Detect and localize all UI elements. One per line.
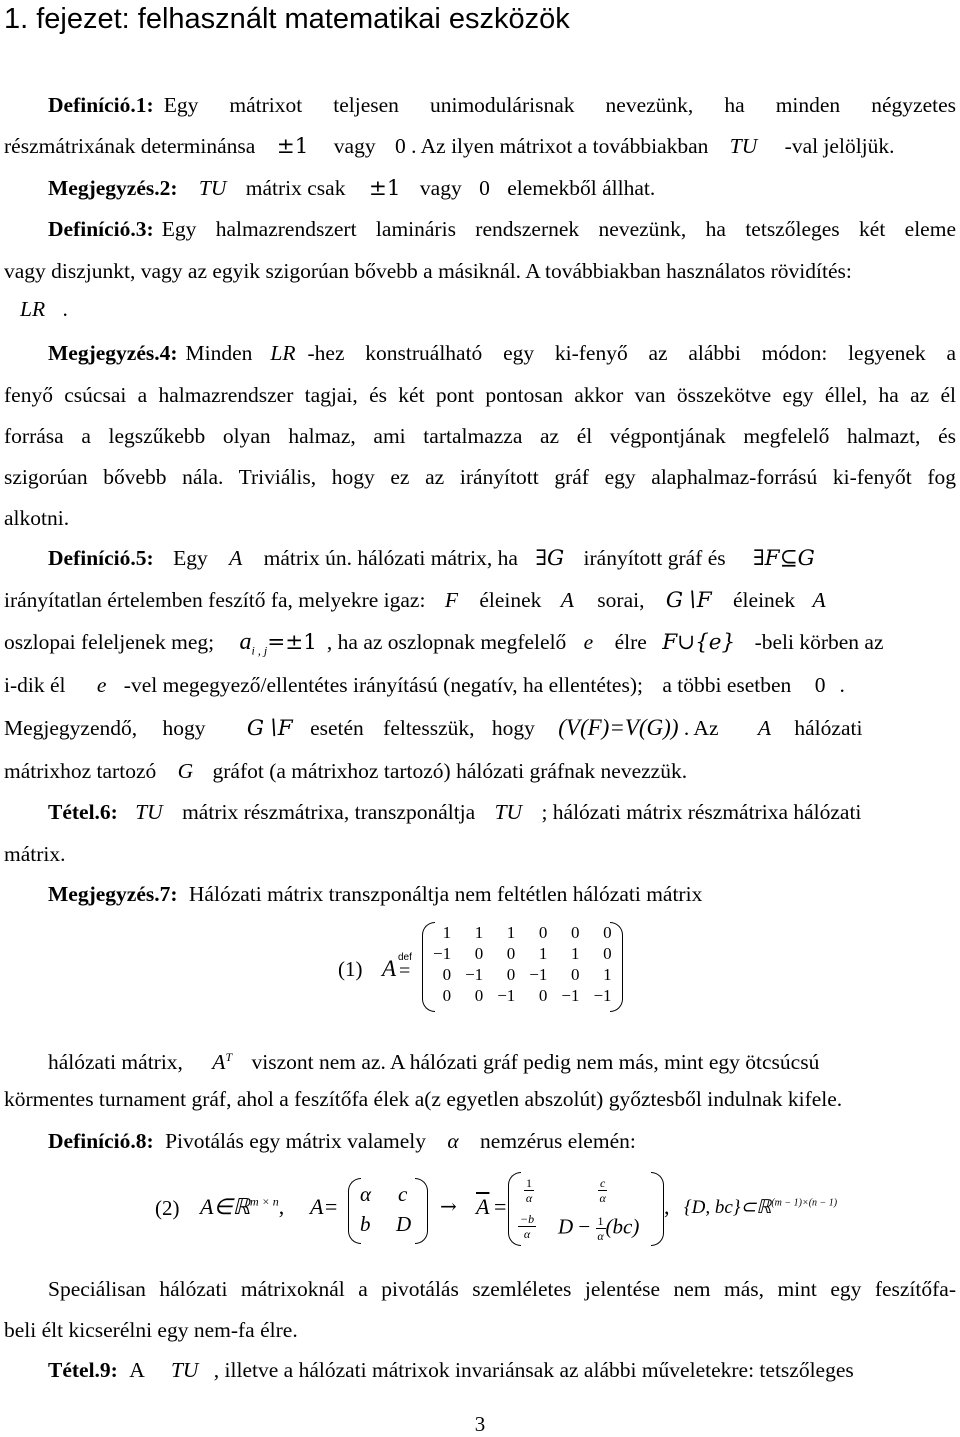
a-bar-equals: =	[494, 1194, 507, 1219]
tu-symbol: TU	[729, 134, 758, 158]
def3-text-2: vagy diszjunkt, vagy az egyik szigorúan bővebb a másiknál. A továbbiakban használatos rövidítés:	[4, 259, 852, 283]
f-symbol: F	[444, 588, 458, 612]
matrix-alpha: α	[360, 1182, 372, 1206]
matrix-c: c	[398, 1182, 408, 1206]
def5-text-3d: -beli körben az	[754, 630, 884, 654]
exists-g-symbol: ∃G	[535, 546, 565, 571]
def1-text-b: . Az ilyen mátrixot a továbbiakban	[411, 134, 709, 158]
note7-text-b: viszont nem az. A hálózati gráf pedig nem más, mint egy ötcsúcsú	[251, 1050, 820, 1075]
def5-text-2b: éleinek	[479, 588, 542, 612]
a-symbol: A	[757, 716, 772, 740]
def5-line3	[4, 630, 956, 662]
def5-line6	[4, 759, 956, 783]
def5-text-3a: oszlopai feleljenek meg;	[4, 630, 215, 654]
matrix-cell: −1	[529, 965, 548, 984]
f-cup-e-symbol: F∪{e}	[662, 630, 736, 655]
def3-dot: .	[62, 297, 68, 321]
def1-text: Egy mátrixot teljesen unimodulárisnak nevezünk, ha minden négyzetes	[163, 93, 956, 117]
def8-text-b: nemzérus elemén:	[480, 1129, 636, 1153]
lr-symbol: LR	[270, 341, 296, 365]
matrix-cell: 0	[603, 923, 612, 942]
bc-product: (bc)	[605, 1214, 640, 1239]
matrix-cell: −1	[465, 965, 484, 984]
equation-2-domain	[200, 1194, 284, 1220]
d-symbol: D	[558, 1214, 574, 1239]
def5-text-6a: mátrixhoz tartozó	[4, 759, 157, 783]
a-ij-value: =±1	[267, 630, 317, 655]
def1-line2	[4, 134, 956, 159]
matrix-row	[426, 943, 619, 964]
note4-line2: fenyő csúcsai a halmazrendszer tagjai, és két pont pontosan akkor van összekötve egy éllel, ha az él	[4, 383, 956, 407]
def5-text-a: Egy	[173, 546, 208, 570]
thm9-text-a: A	[129, 1358, 144, 1382]
note2-text-b: elemekből állhat.	[507, 176, 656, 200]
a-bar: $\overline{A}$	[476, 1194, 490, 1219]
matrix-cell: 1	[506, 923, 516, 942]
def5-text-6b: gráfot (a mátrixhoz tartozó) hálózati gráfnak nevezzük.	[212, 759, 688, 783]
a-in-r-sup: m × n	[250, 1194, 279, 1209]
g-minus-f-symbol: G∖F	[246, 716, 293, 741]
frac-one-over-alpha-2	[596, 1214, 606, 1243]
a-symbol: A	[229, 546, 243, 570]
matrix-cell: 0	[570, 923, 580, 942]
def5-text-3c: élre	[614, 630, 647, 654]
set-in-r	[684, 1196, 837, 1219]
chapter-title: 1. fejezet: felhasznált matematikai eszközök	[4, 3, 570, 35]
matrix-cell: 1	[570, 944, 580, 963]
a-transpose-symbol: A	[212, 1050, 226, 1075]
matrix-row	[426, 922, 619, 943]
comma: ,	[278, 1194, 285, 1219]
def5-text-5a: Megjegyzendő,	[4, 716, 138, 740]
note4-line3: forrása a legszűkebb olyan halmaz, ami tartalmazza az él végpontjának megfelelő halmazt, és	[4, 424, 956, 448]
def5-dot: .	[839, 673, 845, 697]
g-symbol: G	[177, 759, 194, 783]
def8-text-a: Pivotálás egy mátrix valamely	[165, 1129, 426, 1153]
note4-line1	[48, 341, 956, 365]
def5-text-5c: feltesszük,	[383, 716, 475, 740]
thm6-line2: mátrix.	[4, 842, 66, 866]
tu-symbol: TU	[135, 800, 163, 824]
matrix-cell: 1	[474, 923, 484, 942]
note7-label: Megjegyzés.7:	[48, 882, 178, 906]
def5-label: Definíció.5:	[48, 546, 154, 570]
def5-text-5b: esetén	[310, 716, 364, 740]
def5-text-2a: irányítatlan értelemben feszítő fa, melyekre igaz:	[4, 588, 426, 612]
thm9-label: Tétel.9:	[48, 1358, 118, 1382]
page-number: 3	[474, 1412, 486, 1436]
note2-line	[48, 176, 956, 201]
def8-label: Definíció.8:	[48, 1129, 154, 1153]
equation-2-number: (2)	[155, 1196, 180, 1220]
note7-text-a: hálózati mátrix,	[48, 1050, 183, 1075]
def5-text-5e: . Az	[683, 716, 719, 740]
matrix-left-bracket	[422, 922, 435, 1012]
tu-symbol: TU	[198, 176, 227, 200]
set-symbol: {D, bc}⊂ℝ	[684, 1197, 772, 1218]
alpha-symbol: α	[447, 1129, 459, 1153]
arrow-icon: →	[440, 1194, 457, 1218]
note7-text: Hálózati mátrix transzponáltja nem feltétlen hálózati mátrix	[188, 882, 703, 906]
matrix-cell: −1	[497, 986, 516, 1005]
matrix-cell: −1	[433, 944, 452, 963]
note7-line2	[48, 1045, 956, 1074]
e-symbol: e	[583, 630, 594, 654]
pivoted-matrix	[512, 1172, 660, 1244]
zero-symbol: 0	[814, 673, 826, 697]
thm6-label: Tétel.6:	[48, 800, 118, 824]
def3-line3	[20, 297, 956, 321]
def5-line2	[4, 588, 956, 613]
pm-one: ±1	[368, 176, 401, 201]
block-matrix-right-bracket	[415, 1178, 428, 1244]
def5-text-3b: , ha az oszlopnak megfelelő	[326, 630, 567, 654]
def3-line1	[48, 217, 956, 241]
frac-den: α	[597, 1229, 604, 1243]
zero-symbol: 0	[479, 176, 490, 200]
thm6-text-a: mátrix részmátrixa, transzponáltja	[182, 800, 476, 824]
a-symbol: A	[560, 588, 574, 612]
matrix-cell: 1	[603, 965, 612, 984]
def5-line1	[48, 546, 956, 571]
def5-text-4c: a többi esetben	[662, 673, 792, 697]
frac-c-over-alpha	[598, 1176, 607, 1205]
matrix-d: D	[396, 1212, 412, 1236]
matrix-cell: 0	[538, 986, 548, 1005]
special-line1: Speciálisan hálózati mátrixoknál a pivotálás szemléletes jelentése nem más, mint egy feszítőfa-	[48, 1277, 956, 1301]
exists-f-subset-g-symbol: ∃F⊆G	[753, 546, 815, 571]
matrix-cell: 0	[474, 986, 484, 1005]
matrix-cell: 0	[538, 923, 548, 942]
equation-1-matrix	[426, 922, 619, 1010]
frac-one-over-alpha	[524, 1176, 534, 1205]
frac-num: −b	[520, 1212, 535, 1226]
a-in-r: A∈ℝ	[200, 1194, 251, 1219]
def1-label: Definíció.1:	[48, 93, 154, 117]
matrix-cell: 0	[506, 944, 516, 963]
def3-text: Egy halmazrendszert lamináris rendszernek nevezünk, ha tetszőleges két eleme	[161, 217, 956, 241]
def1-text-a: részmátrixának determinánsa	[4, 134, 256, 158]
matrix-cell: 0	[570, 965, 580, 984]
def5-line4	[4, 673, 956, 697]
def1-vagy: vagy	[333, 134, 376, 158]
frac-num: c	[600, 1176, 606, 1190]
transpose-t: T	[225, 1050, 233, 1064]
zero-symbol: 0	[394, 134, 406, 158]
note4-text-b: -hez konstruálható egy ki-fenyő az alábbi módon: legyenek a	[307, 341, 956, 365]
note7-line1	[48, 882, 956, 906]
comma-2: ,	[664, 1194, 670, 1219]
a-equals: A=	[310, 1194, 339, 1219]
def-label: def	[398, 952, 412, 963]
equation-1-number: (1)	[338, 957, 363, 981]
a-symbol: A	[812, 588, 826, 612]
e-symbol: e	[96, 673, 107, 697]
matrix-cell: 0	[442, 965, 452, 984]
matrix-cell: 1	[538, 944, 548, 963]
note4-line4: szigorúan bővebb nála. Triviális, hogy ez az irányított gráf egy alaphalmaz-forrású ki-fenyőt fog	[4, 465, 956, 489]
frac-den: α	[599, 1191, 606, 1205]
thm6-line1	[48, 800, 956, 824]
minus-sign: −	[578, 1214, 591, 1239]
thm9-text-b: , illetve a hálózati mátrixok invariánsak az alábbi műveletekre: tetszőleges	[213, 1358, 854, 1382]
note4-line5: alkotni.	[4, 506, 70, 530]
thm9-line1	[48, 1358, 956, 1382]
a-ij-symbol: a	[239, 629, 252, 655]
note2-text-a: mátrix csak	[245, 176, 346, 200]
block-matrix	[352, 1178, 424, 1242]
note2-label: Megjegyzés.2:	[48, 176, 178, 200]
matrix-cell: −1	[561, 986, 580, 1005]
def5-text-5d: hogy	[491, 716, 535, 740]
matrix-b: b	[360, 1212, 371, 1236]
g-minus-f-symbol: G∖F	[665, 588, 712, 613]
frac-den: α	[523, 1227, 531, 1241]
note2-vagy: vagy	[419, 176, 462, 200]
pivoted-right-bracket	[651, 1172, 664, 1246]
frac-den: α	[525, 1191, 533, 1205]
def5-line5	[4, 716, 956, 741]
frac-minus-b-over-alpha	[518, 1212, 536, 1241]
def5-hogy: hogy	[162, 716, 206, 740]
def5-text-b: mátrix ún. hálózati mátrix, ha	[263, 546, 518, 570]
pm-one: ±1	[276, 134, 309, 159]
set-sup: (m − 1)×(n − 1)	[771, 1197, 838, 1209]
def3-line2	[4, 259, 956, 283]
vertex-set-equality: (V(F)=V(G))	[558, 715, 679, 740]
def1-text-c: -val jelöljük.	[784, 134, 895, 158]
def8-line1	[48, 1129, 956, 1153]
special-line2: beli élt kicserélni egy nem-fa élre.	[4, 1318, 298, 1342]
def5-text-4b: -vel megegyező/ellentétes irányítású (negatív, ha ellentétes);	[123, 673, 643, 697]
note4-text-a: Minden	[185, 341, 253, 365]
def5-text-c: irányított gráf és	[583, 546, 726, 570]
matrix-cell: 1	[442, 923, 452, 942]
matrix-row	[426, 985, 619, 1006]
note4-label: Megjegyzés.4:	[48, 341, 178, 365]
tu-symbol: TU	[170, 1358, 199, 1382]
equation-1-a: A	[382, 956, 397, 981]
matrix-right-bracket	[610, 922, 623, 1012]
def3-label: Definíció.3:	[48, 217, 154, 241]
note7-line3: körmentes turnament gráf, ahol a feszítőfa élek a(z egyetlen abszolút) győztesből indulnak kifele.	[4, 1087, 843, 1111]
def-equals: =	[399, 960, 411, 982]
matrix-cell: 0	[442, 986, 452, 1005]
frac-num: 1	[526, 1176, 532, 1190]
def5-text-2d: éleinek	[733, 588, 796, 612]
def5-text-2c: sorai,	[597, 588, 645, 612]
matrix-table	[426, 922, 619, 1006]
a-ij-subscript: i , j	[251, 643, 268, 658]
def1-line1	[48, 93, 956, 117]
matrix-row	[426, 964, 619, 985]
thm6-text-b: ; hálózati mátrix részmátrixa hálózati	[541, 800, 862, 824]
def5-text-4a: i-dik él	[4, 673, 66, 697]
lr-symbol: LR	[20, 297, 46, 321]
matrix-cell: 0	[603, 944, 612, 963]
def5-text-5f: hálózati	[794, 716, 863, 740]
matrix-cell: −1	[593, 986, 612, 1005]
tu-symbol: TU	[494, 800, 523, 824]
matrix-cell: 0	[474, 944, 484, 963]
schur-complement	[558, 1214, 639, 1243]
frac-num: 1	[597, 1214, 604, 1228]
matrix-cell: 0	[506, 965, 516, 984]
